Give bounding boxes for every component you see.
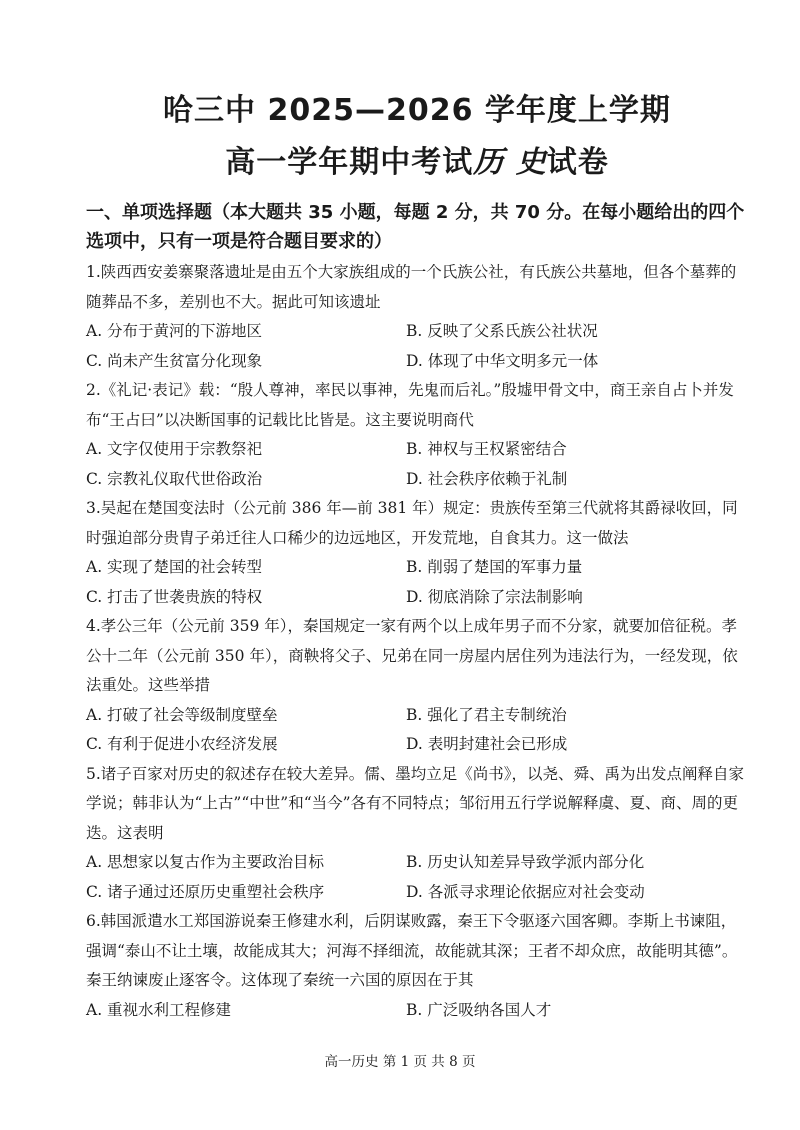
question-stem: 4.孝公三年（公元前 359 年），秦国规定一家有两个以上成年男子而不分家，就要加倍征税。孝公十二年（公元前 350 年），商鞅将父子、兄弟在同一房屋内居住列为违法行为，一经发现，依法重处。这些举措	[86, 617, 738, 694]
page-footer: 高一历史 第 1 页 共 8 页	[324, 1054, 476, 1070]
question-stem: 3.吴起在楚国变法时（公元前 386 年—前 381 年）规定：贵族传至第三代就将其爵禄收回，同时强迫部分贵胄子弟迁往人口稀少的边远地区，开发荒地，自食其力。这一做法	[86, 499, 738, 547]
exam-title-suffix: 试卷	[546, 145, 609, 180]
question-options	[86, 701, 748, 760]
question-4	[86, 612, 748, 760]
question-stem: 2.《礼记·表记》载：“殷人尊神，率民以事神，先鬼而后礼。”殷墟甲骨文中，商王亲自占卜并发布“王占曰”以决断国事的记载比比皆是。这主要说明商代	[86, 381, 734, 429]
question-2	[86, 376, 748, 494]
question-options	[86, 435, 748, 494]
question-stem: 5.诸子百家对历史的叙述存在较大差异。儒、墨均立足《尚书》，以尧、舜、禹为出发点阐释自家学说；韩非认为“上古”“中世”和“当今”各有不同特点；邹衍用五行学说解释虞、夏、商、周的更迭。这表明	[86, 764, 745, 842]
option-a: A. 思想家以复古作为主要政治目标	[86, 853, 325, 871]
option-d: D. 彻底消除了宗法制影响	[406, 587, 583, 606]
question-1	[86, 258, 748, 376]
question-6	[86, 907, 748, 1025]
question-3	[86, 494, 748, 612]
option-d: D. 各派寻求理论依据应对社会变动	[406, 882, 645, 901]
option-a: A. 文字仅使用于宗教祭祀	[86, 440, 263, 458]
option-b: B. 强化了君主专制统治	[406, 705, 567, 724]
option-b: B. 神权与王权紧密结合	[406, 440, 567, 458]
option-b: B. 反映了父系氏族公社状况	[406, 322, 598, 340]
option-c: C. 宗教礼仪取代世俗政治	[86, 469, 263, 488]
option-a: A. 分布于黄河的下游地区	[86, 322, 263, 340]
option-c: C. 尚未产生贫富分化现象	[86, 351, 263, 370]
question-options	[86, 996, 748, 1026]
option-a: A. 打破了社会等级制度壁垒	[86, 705, 278, 724]
exam-title-line2	[86, 140, 748, 186]
question-stem: 1.陕西西安姜寨聚落遗址是由五个大家族组成的一个氏族公社，有氏族公共墓地，但各个墓葬的随葬品不多，差别也不大。据此可知该遗址	[86, 263, 737, 311]
question-5	[86, 760, 748, 908]
option-d: D. 体现了中华文明多元一体	[406, 351, 599, 370]
option-a: A. 重视水利工程修建	[86, 1000, 232, 1019]
question-options	[86, 317, 748, 376]
question-options	[86, 848, 748, 907]
option-b: B. 广泛吸纳各国人才	[406, 1000, 552, 1019]
question-stem: 6.韩国派遣水工郑国游说秦王修建水利，后阴谋败露，秦王下令驱逐六国客卿。李斯上书谏阻，强调“泰山不让土壤，故能成其大；河海不择细流，故能就其深；王者不却众庶，故能明其德”。秦王纳谏废止逐客令。这体现了秦统一六国的原因在于其	[86, 912, 738, 989]
exam-title-prefix: 高一学年期中考试	[225, 145, 474, 180]
option-b: B. 历史认知差异导致学派内部分化	[406, 853, 645, 871]
section-heading: 一、单项选择题（本大题共 35 小题，每题 2 分，共 70 分。在每小题给出的四个选项中，只有一项是符合题目要求的）	[86, 202, 745, 252]
option-c: C. 诸子通过还原历史重塑社会秩序	[86, 882, 325, 901]
option-d: D. 社会秩序依赖于礼制	[406, 469, 568, 488]
option-d: D. 表明封建社会已形成	[406, 735, 568, 753]
question-options	[86, 553, 748, 612]
option-b: B. 削弱了楚国的军事力量	[406, 558, 583, 576]
option-c: C. 有利于促进小农经济发展	[86, 735, 278, 753]
option-c: C. 打击了世袭贵族的特权	[86, 587, 263, 606]
option-a: A. 实现了楚国的社会转型	[86, 558, 263, 576]
exam-subject: 历 史	[473, 145, 547, 180]
exam-title-line1: 哈三中 2025—2026 学年度上学期	[163, 93, 671, 128]
